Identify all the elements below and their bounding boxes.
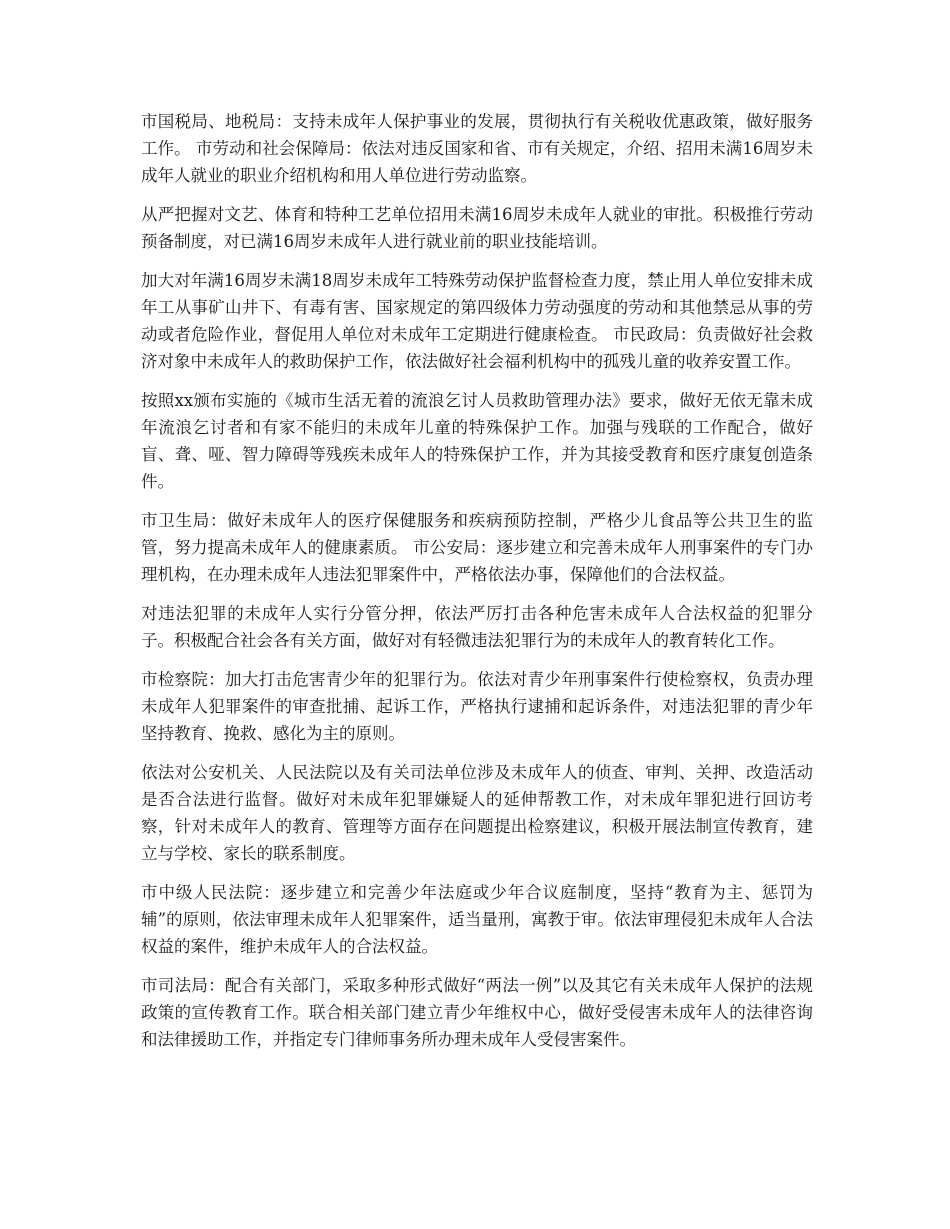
paragraph-intermediate-court: 市中级人民法院：逐步建立和完善少年法庭或少年合议庭制度，坚持“教育为主、惩罚为辅”的原则，依法审理未成年人犯罪案件，适当量刑，寓教于审。依法审理侵犯未成年人合法权益的案件，维护未成年人的合法权益。 [141,883,813,956]
paragraph-minor-worker-protection: 加大对年满16周岁未满18周岁未成年工特殊劳动保护监督检查力度，禁止用人单位安排未成年工从事矿山井下、有毒有害、国家规定的第四级体力劳动强度的劳动和其他禁忌从事的劳动或者危险作业，督促用人单位对未成年工定期进行健康检查。 市民政局：负责做好社会救济对象中未成年人的救助保护工作，依法做好社会福利机构中的孤残儿童的收养安置工作。 [141,271,813,371]
paragraph-justice-bureau: 市司法局：配合有关部门，采取多种形式做好“两法一例”以及其它有关未成年人保护的法规政策的宣传教育工作。联合相关部门建立青少年维权中心，做好受侵害未成年人的法律咨询和法律援助工作，并指定专门律师事务所办理未成年人受侵害案件。 [141,976,813,1049]
paragraph-legal-supervision: 依法对公安机关、人民法院以及有关司法单位涉及未成年人的侦查、审判、关押、改造活动是否合法进行监督。做好对未成年犯罪嫌疑人的延伸帮教工作，对未成年罪犯进行回访考察，针对未成年人的教育、管理等方面存在问题提出检察建议，积极开展法制宣传教育，建立与学校、家长的联系制度。 [141,763,813,863]
paragraph-procuratorate: 市检察院：加大打击危害青少年的犯罪行为。依法对青少年刑事案件行使检察权，负责办理未成年人犯罪案件的审查批捕、起诉工作，严格执行逮捕和起诉条件，对违法犯罪的青少年坚持教育、挽救、感化为主的原则。 [141,670,813,743]
paragraph-separate-detention: 对违法犯罪的未成年人实行分管分押，依法严厉打击各种危害未成年人合法权益的犯罪分子。积极配合社会各有关方面，做好对有轻微违法犯罪行为的未成年人的教育转化工作。 [141,604,813,650]
document-body [141,108,813,1065]
paragraph-employment-approval: 从严把握对文艺、体育和特种工艺单位招用未满16周岁未成年人就业的审批。积极推行劳动预备制度，对已满16周岁未成年人进行就业前的职业技能培训。 [141,205,813,251]
paragraph-health-police: 市卫生局：做好未成年人的医疗保健服务和疾病预防控制，严格少儿食品等公共卫生的监管，努力提高未成年人的健康素质。 市公安局：逐步建立和完善未成年人刑事案件的专门办理机构，在办理未成年人违法犯罪案件中，严格依法办事，保障他们的合法权益。 [141,511,813,584]
paragraph-tax-labor: 市国税局、地税局：支持未成年人保护事业的发展，贯彻执行有关税收优惠政策，做好服务工作。 市劳动和社会保障局：依法对违反国家和省、市有关规定，介绍、招用未满16周岁未成年人就业的职业介绍机构和用人单位进行劳动监察。 [141,112,813,185]
paragraph-vagrant-relief: 按照xx颁布实施的《城市生活无着的流浪乞讨人员救助管理办法》要求，做好无依无靠未成年流浪乞讨者和有家不能归的未成年儿童的特殊保护工作。加强与残联的工作配合，做好盲、聋、哑、智力障碍等残疾未成年人的特殊保护工作，并为其接受教育和医疗康复创造条件。 [141,391,813,491]
